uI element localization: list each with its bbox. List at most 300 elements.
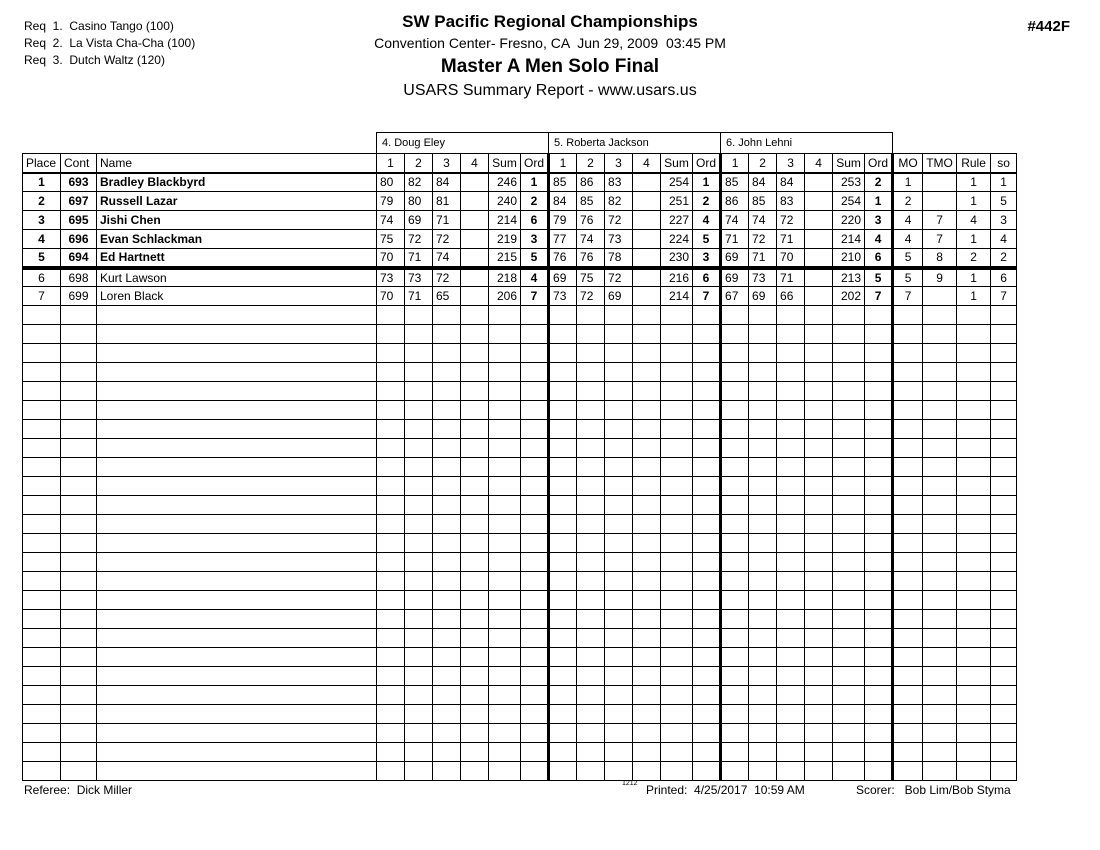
empty-cell [521, 591, 549, 610]
empty-cell [749, 496, 777, 515]
empty-cell [61, 572, 97, 591]
empty-cell [577, 420, 605, 439]
empty-cell [923, 344, 957, 363]
empty-cell [805, 477, 833, 496]
empty-cell [61, 743, 97, 762]
empty-cell [957, 705, 991, 724]
score-cell [805, 192, 833, 211]
empty-cell [549, 382, 577, 401]
name-cell: Ed Hartnett [97, 249, 377, 268]
empty-cell [549, 724, 577, 743]
empty-row [23, 686, 1017, 705]
judge-name-header-3: 6. John Lehni [721, 133, 893, 154]
empty-cell [577, 534, 605, 553]
empty-cell [405, 572, 433, 591]
empty-row [23, 667, 1017, 686]
empty-cell [957, 534, 991, 553]
empty-cell [633, 344, 661, 363]
col-header-judge-3: 3 [777, 154, 805, 173]
empty-cell [893, 306, 923, 325]
empty-cell [489, 667, 521, 686]
empty-cell [865, 344, 893, 363]
empty-cell [23, 553, 61, 572]
empty-cell [805, 439, 833, 458]
empty-cell [605, 724, 633, 743]
empty-cell [97, 743, 377, 762]
empty-cell [97, 515, 377, 534]
empty-cell [721, 420, 749, 439]
empty-cell [833, 496, 865, 515]
empty-cell [489, 496, 521, 515]
empty-cell [97, 705, 377, 724]
rule-cell: 4 [957, 211, 991, 230]
mo-cell: 2 [893, 192, 923, 211]
empty-cell [433, 534, 461, 553]
empty-cell [461, 648, 489, 667]
empty-cell [865, 724, 893, 743]
empty-cell [693, 610, 721, 629]
empty-cell [661, 534, 693, 553]
empty-row [23, 306, 1017, 325]
empty-cell [549, 667, 577, 686]
score-cell: 74 [721, 211, 749, 230]
empty-cell [893, 477, 923, 496]
empty-cell [433, 306, 461, 325]
score-cell [805, 211, 833, 230]
empty-cell [749, 534, 777, 553]
empty-cell [923, 762, 957, 781]
score-cell: 74 [577, 230, 605, 249]
empty-cell [865, 382, 893, 401]
empty-cell [521, 705, 549, 724]
empty-cell [893, 553, 923, 572]
col-header-cont: Cont [61, 154, 97, 173]
empty-cell [833, 515, 865, 534]
empty-cell [605, 534, 633, 553]
empty-cell [605, 743, 633, 762]
empty-cell [749, 325, 777, 344]
empty-cell [805, 610, 833, 629]
col-header-judge-ord: Ord [693, 154, 721, 173]
empty-cell [461, 724, 489, 743]
empty-cell [489, 686, 521, 705]
sum-cell: 240 [489, 192, 521, 211]
empty-cell [633, 325, 661, 344]
empty-cell [633, 382, 661, 401]
place-cell: 2 [23, 192, 61, 211]
empty-cell [693, 724, 721, 743]
sum-cell: 251 [661, 192, 693, 211]
empty-cell [865, 686, 893, 705]
empty-cell [957, 667, 991, 686]
empty-cell [461, 420, 489, 439]
empty-cell [461, 382, 489, 401]
empty-cell [521, 667, 549, 686]
empty-cell [61, 610, 97, 629]
score-cell: 72 [777, 211, 805, 230]
empty-cell [489, 724, 521, 743]
empty-cell [661, 572, 693, 591]
empty-cell [749, 591, 777, 610]
empty-cell [405, 762, 433, 781]
empty-cell [693, 515, 721, 534]
place-cell: 3 [23, 211, 61, 230]
empty-cell [433, 743, 461, 762]
empty-cell [865, 743, 893, 762]
empty-cell [605, 762, 633, 781]
empty-cell [693, 667, 721, 686]
empty-cell [605, 401, 633, 420]
empty-cell [777, 762, 805, 781]
empty-cell [833, 686, 865, 705]
col-header-judge-sum: Sum [661, 154, 693, 173]
col-header-judge-4: 4 [633, 154, 661, 173]
printed-text: Printed: 4/25/2017 10:59 AM [646, 783, 805, 797]
empty-cell [805, 591, 833, 610]
empty-cell [893, 648, 923, 667]
empty-cell [805, 401, 833, 420]
empty-cell [923, 496, 957, 515]
empty-cell [633, 572, 661, 591]
cont-cell: 696 [61, 230, 97, 249]
empty-cell [633, 629, 661, 648]
empty-cell [577, 363, 605, 382]
empty-cell [991, 534, 1017, 553]
empty-cell [549, 705, 577, 724]
empty-cell [23, 344, 61, 363]
empty-cell [23, 743, 61, 762]
empty-cell [749, 667, 777, 686]
rule-cell: 1 [957, 192, 991, 211]
empty-cell [833, 762, 865, 781]
empty-cell [777, 743, 805, 762]
score-cell: 70 [777, 249, 805, 268]
col-header-name: Name [97, 154, 377, 173]
empty-cell [23, 306, 61, 325]
empty-cell [661, 458, 693, 477]
empty-cell [805, 572, 833, 591]
empty-cell [693, 534, 721, 553]
empty-cell [957, 325, 991, 344]
empty-cell [97, 325, 377, 344]
empty-cell [805, 382, 833, 401]
score-cell: 72 [433, 268, 461, 287]
empty-cell [749, 477, 777, 496]
empty-cell [957, 363, 991, 382]
empty-cell [577, 382, 605, 401]
score-cell: 74 [749, 211, 777, 230]
empty-cell [521, 553, 549, 572]
empty-cell [805, 686, 833, 705]
empty-cell [805, 553, 833, 572]
empty-cell [805, 648, 833, 667]
empty-cell [489, 515, 521, 534]
score-cell: 70 [377, 287, 405, 306]
empty-cell [633, 762, 661, 781]
ord-cell: 7 [521, 287, 549, 306]
empty-cell [923, 667, 957, 686]
empty-cell [749, 382, 777, 401]
empty-cell [97, 648, 377, 667]
empty-cell [777, 401, 805, 420]
empty-cell [721, 553, 749, 572]
empty-cell [893, 439, 923, 458]
score-cell: 79 [549, 211, 577, 230]
empty-cell [23, 629, 61, 648]
empty-cell [377, 610, 405, 629]
ord-cell: 3 [865, 211, 893, 230]
empty-cell [489, 534, 521, 553]
empty-cell [991, 363, 1017, 382]
mo-cell: 4 [893, 230, 923, 249]
empty-cell [23, 363, 61, 382]
empty-cell [721, 686, 749, 705]
name-cell: Kurt Lawson [97, 268, 377, 287]
empty-cell [923, 363, 957, 382]
col-header-rule: Rule [957, 154, 991, 173]
empty-cell [489, 306, 521, 325]
empty-cell [461, 534, 489, 553]
empty-cell [61, 382, 97, 401]
empty-cell [693, 458, 721, 477]
empty-cell [923, 420, 957, 439]
empty-cell [405, 553, 433, 572]
empty-cell [521, 572, 549, 591]
col-header-judge-4: 4 [805, 154, 833, 173]
empty-cell [405, 724, 433, 743]
empty-cell [433, 439, 461, 458]
referee-text: Referee: Dick Miller [24, 783, 133, 797]
empty-cell [489, 458, 521, 477]
empty-cell [805, 724, 833, 743]
empty-cell [957, 648, 991, 667]
score-cell [633, 230, 661, 249]
empty-cell [957, 401, 991, 420]
empty-row [23, 325, 1017, 344]
empty-cell [893, 667, 923, 686]
empty-cell [377, 705, 405, 724]
empty-cell [521, 306, 549, 325]
score-cell: 80 [405, 192, 433, 211]
empty-cell [777, 724, 805, 743]
empty-cell [991, 515, 1017, 534]
empty-cell [521, 477, 549, 496]
empty-cell [633, 553, 661, 572]
empty-cell [721, 496, 749, 515]
empty-row [23, 648, 1017, 667]
score-cell: 76 [549, 249, 577, 268]
empty-cell [721, 648, 749, 667]
empty-cell [433, 496, 461, 515]
empty-cell [605, 705, 633, 724]
empty-cell [577, 553, 605, 572]
empty-cell [577, 686, 605, 705]
tmo-cell: 7 [923, 211, 957, 230]
empty-cell [461, 439, 489, 458]
empty-cell [777, 420, 805, 439]
empty-cell [749, 724, 777, 743]
col-header-judge-1: 1 [377, 154, 405, 173]
empty-cell [661, 591, 693, 610]
empty-cell [721, 363, 749, 382]
empty-cell [661, 344, 693, 363]
empty-cell [923, 553, 957, 572]
empty-cell [661, 686, 693, 705]
empty-cell [661, 363, 693, 382]
empty-cell [97, 306, 377, 325]
empty-cell [405, 344, 433, 363]
empty-cell [489, 648, 521, 667]
empty-cell [991, 401, 1017, 420]
empty-cell [489, 705, 521, 724]
empty-cell [377, 667, 405, 686]
empty-cell [405, 458, 433, 477]
ord-cell: 4 [521, 268, 549, 287]
empty-cell [377, 439, 405, 458]
empty-cell [549, 686, 577, 705]
empty-cell [661, 477, 693, 496]
empty-cell [461, 344, 489, 363]
empty-cell [833, 705, 865, 724]
score-cell [805, 230, 833, 249]
empty-cell [721, 477, 749, 496]
empty-cell [805, 496, 833, 515]
score-cell: 75 [577, 268, 605, 287]
empty-cell [805, 667, 833, 686]
empty-cell [577, 705, 605, 724]
empty-cell [661, 705, 693, 724]
empty-cell [405, 439, 433, 458]
score-cell: 78 [605, 249, 633, 268]
empty-cell [61, 420, 97, 439]
empty-cell [721, 572, 749, 591]
empty-cell [489, 553, 521, 572]
empty-cell [521, 629, 549, 648]
score-cell: 70 [377, 249, 405, 268]
empty-cell [805, 534, 833, 553]
empty-cell [865, 458, 893, 477]
col-header-mo: MO [893, 154, 923, 173]
empty-cell [489, 401, 521, 420]
empty-cell [405, 382, 433, 401]
empty-cell [721, 724, 749, 743]
empty-cell [521, 724, 549, 743]
empty-cell [433, 401, 461, 420]
empty-cell [957, 762, 991, 781]
report-footer [22, 780, 1016, 799]
empty-cell [461, 306, 489, 325]
empty-cell [991, 458, 1017, 477]
empty-cell [805, 629, 833, 648]
empty-cell [405, 705, 433, 724]
empty-cell [433, 515, 461, 534]
score-cell: 71 [433, 211, 461, 230]
empty-cell [521, 363, 549, 382]
empty-cell [521, 515, 549, 534]
tmo-cell [923, 287, 957, 306]
empty-cell [833, 743, 865, 762]
score-cell: 82 [405, 173, 433, 192]
empty-cell [61, 648, 97, 667]
empty-cell [661, 553, 693, 572]
empty-cell [693, 705, 721, 724]
championship-title: SW Pacific Regional Championships [402, 12, 698, 31]
empty-cell [377, 591, 405, 610]
empty-cell [433, 477, 461, 496]
empty-cell [777, 496, 805, 515]
empty-cell [991, 382, 1017, 401]
score-cell [633, 211, 661, 230]
empty-cell [923, 515, 957, 534]
empty-cell [61, 762, 97, 781]
score-cell: 80 [377, 173, 405, 192]
empty-cell [23, 420, 61, 439]
empty-cell [23, 382, 61, 401]
ord-cell: 3 [521, 230, 549, 249]
empty-cell [549, 477, 577, 496]
empty-cell [433, 762, 461, 781]
empty-cell [61, 686, 97, 705]
empty-cell [865, 762, 893, 781]
empty-cell [777, 363, 805, 382]
sum-cell: 224 [661, 230, 693, 249]
empty-cell [721, 401, 749, 420]
empty-cell [377, 515, 405, 534]
empty-cell [377, 420, 405, 439]
score-cell: 73 [749, 268, 777, 287]
empty-cell [923, 534, 957, 553]
empty-cell [549, 458, 577, 477]
judge-header-row [23, 133, 1017, 154]
empty-cell [865, 420, 893, 439]
score-cell: 85 [721, 173, 749, 192]
empty-cell [721, 534, 749, 553]
empty-row [23, 629, 1017, 648]
empty-row [23, 496, 1017, 515]
score-cell: 72 [577, 287, 605, 306]
empty-cell [749, 572, 777, 591]
score-cell [633, 268, 661, 287]
score-cell: 85 [577, 192, 605, 211]
score-cell: 83 [777, 192, 805, 211]
ord-cell: 5 [521, 249, 549, 268]
ord-cell: 2 [693, 192, 721, 211]
empty-cell [577, 306, 605, 325]
empty-cell [433, 667, 461, 686]
empty-cell [893, 420, 923, 439]
empty-cell [549, 743, 577, 762]
empty-cell [549, 325, 577, 344]
empty-cell [633, 724, 661, 743]
empty-cell [923, 686, 957, 705]
empty-cell [833, 363, 865, 382]
empty-cell [489, 572, 521, 591]
empty-cell [923, 458, 957, 477]
empty-cell [749, 401, 777, 420]
empty-cell [433, 420, 461, 439]
empty-cell [777, 534, 805, 553]
empty-cell [805, 420, 833, 439]
empty-cell [923, 724, 957, 743]
empty-cell [23, 439, 61, 458]
judge-name-header-1: 4. Doug Eley [377, 133, 549, 154]
empty-cell [721, 325, 749, 344]
empty-cell [833, 610, 865, 629]
empty-cell [433, 629, 461, 648]
empty-cell [721, 458, 749, 477]
empty-cell [633, 496, 661, 515]
empty-cell [923, 306, 957, 325]
